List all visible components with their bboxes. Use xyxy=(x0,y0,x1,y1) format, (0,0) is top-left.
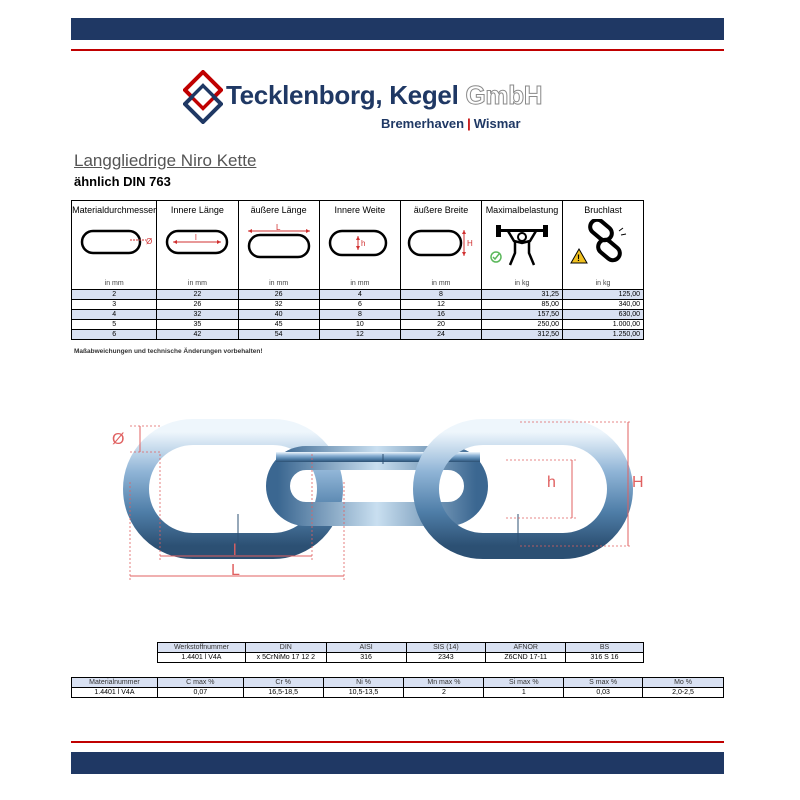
header-outer-length: äußere Länge xyxy=(238,201,319,219)
chain-link-middle xyxy=(278,458,476,514)
header-breaking-load: Bruchlast xyxy=(562,201,643,219)
inner-length-link-icon xyxy=(157,219,238,272)
unit-label: in kg xyxy=(481,272,562,290)
material-table-standards xyxy=(157,642,644,663)
header-outer-width: äußere Breite xyxy=(400,201,481,219)
diameter-link-icon xyxy=(72,219,157,272)
disclaimer-note: Maßabweichungen und technische Änderungen vorbehalten! xyxy=(74,348,263,355)
svg-text:Ø: Ø xyxy=(146,236,153,246)
spec-table xyxy=(71,200,644,340)
header-max-load: Maximalbelastung xyxy=(481,201,562,219)
outer-length-link-icon xyxy=(238,219,319,272)
table-row: 6 42 54 12 24 312,50 1.250,00 xyxy=(72,330,644,340)
chain-link-right xyxy=(426,432,620,546)
unit-label: in mm xyxy=(157,272,238,290)
diamond-logo-icon xyxy=(183,70,223,124)
top-divider xyxy=(71,49,724,51)
svg-text:h: h xyxy=(360,238,366,248)
svg-text:L: L xyxy=(275,222,281,232)
header-inner-width: Innere Weite xyxy=(319,201,400,219)
label-inner-length: l xyxy=(233,542,237,559)
broken-chain-icon xyxy=(562,219,643,272)
company-name: Tecklenborg, Kegel GmbH xyxy=(226,80,543,110)
top-banner xyxy=(71,18,724,40)
table-row: 4 32 40 8 16 157,50 630,00 xyxy=(72,310,644,320)
bottom-banner xyxy=(71,752,724,774)
unit-label: in mm xyxy=(72,272,157,290)
material-table-composition xyxy=(71,677,724,698)
unit-label: in kg xyxy=(562,272,643,290)
unit-label: in mm xyxy=(319,272,400,290)
table-row: 3 26 32 6 12 85,00 340,00 xyxy=(72,300,644,310)
table-row: 1.4401 l V4A 0,07 16,5-18,5 10,5-13,5 2 1 0,03 2,0-2,5 xyxy=(72,688,724,698)
label-outer-length: L xyxy=(231,562,240,579)
inner-width-link-icon xyxy=(319,219,400,272)
label-inner-width: h xyxy=(547,474,556,491)
page-title: Langgliedrige Niro Kette xyxy=(74,151,257,170)
unit-label: in mm xyxy=(238,272,319,290)
svg-text:!: ! xyxy=(576,252,580,263)
table-row: 1.4401 l V4A x 5CrNiMo 17 12 2 316 2343 Z6CND 17-11 316 S 16 xyxy=(158,653,644,663)
header-diameter: Materialdurchmesser xyxy=(72,201,157,219)
weightlifter-icon xyxy=(481,219,562,272)
outer-width-link-icon xyxy=(400,219,481,272)
label-diameter: Ø xyxy=(112,431,125,448)
company-locations: Bremerhaven | Wismar xyxy=(381,116,521,131)
label-outer-width: H xyxy=(632,474,644,491)
company-logo xyxy=(183,70,543,130)
header-inner-length: Innere Länge xyxy=(157,201,238,219)
chain-dimension-diagram xyxy=(100,418,660,598)
table-header-row: Materialnummer C max % Cr % Ni % Mn max % Si max % S max % Mo % xyxy=(72,678,724,688)
table-row: 2 22 26 4 8 31,25 125,00 xyxy=(72,290,644,300)
page-subtitle: ähnlich DIN 763 xyxy=(74,174,171,189)
bottom-divider xyxy=(71,741,724,743)
table-header-row: Werkstoffnummer DIN AISI SIS (14) AFNOR BS xyxy=(158,643,644,653)
table-row: 5 35 45 10 20 250,00 1.000,00 xyxy=(72,320,644,330)
svg-text:H: H xyxy=(466,238,473,248)
unit-label: in mm xyxy=(400,272,481,290)
svg-text:l: l xyxy=(195,232,198,242)
